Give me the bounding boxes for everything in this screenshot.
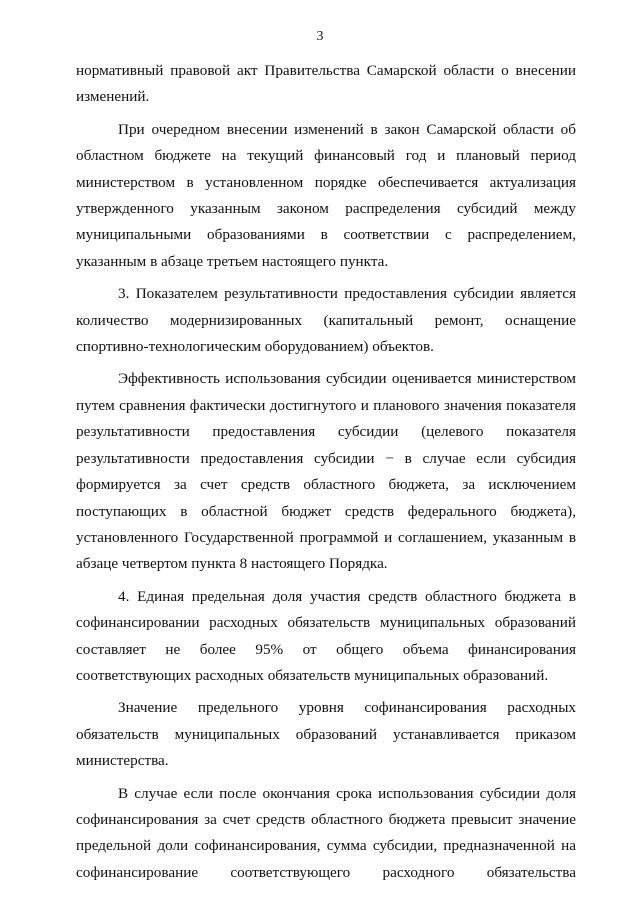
page-number: 3 bbox=[316, 29, 324, 44]
text-line: путем сравнения фактически достигнутого и планового значения показателя bbox=[76, 396, 576, 414]
text-line: обязательств муниципальных образований устанавливается приказом bbox=[76, 725, 576, 743]
text-line: При очередном внесении изменений в закон Самарской области об bbox=[118, 120, 576, 138]
text-line: софинансирования за счет средств областного бюджета превысит значение bbox=[76, 810, 576, 828]
paragraph bbox=[76, 366, 576, 577]
document-body bbox=[76, 58, 576, 886]
text-line: утвержденного указанным законом распределения субсидий между bbox=[76, 200, 576, 218]
text-line: нормативный правовой акт Правительства Самарской области о внесении bbox=[76, 62, 576, 79]
text-line: софинансировании расходных обязательств муниципальных образований bbox=[76, 614, 576, 632]
paragraph bbox=[76, 781, 576, 887]
paragraph bbox=[76, 281, 576, 360]
text-line: 3. Показателем результативности предоставления субсидии является bbox=[118, 285, 576, 303]
text-line: указанным в абзаце третьем настоящего пункта. bbox=[76, 252, 389, 270]
text-line: Значение предельного уровня софинансирования расходных bbox=[118, 699, 576, 717]
text-line: Эффективность использования субсидии оценивается министерством bbox=[118, 370, 576, 388]
paragraph bbox=[76, 117, 576, 275]
text-line: В случае если после окончания срока использования субсидии доля bbox=[118, 784, 576, 802]
text-line: результативности предоставления субсидии (целевого показателя bbox=[76, 423, 576, 441]
text-line: спортивно-технологическим оборудованием) объектов. bbox=[76, 338, 434, 356]
text-line: поступающих в областной бюджет средств федерального бюджета), bbox=[76, 502, 576, 520]
text-line: абзаце четвертом пункта 8 настоящего Порядка. bbox=[76, 555, 388, 573]
text-line: формируется за счет средств областного бюджета, за исключением bbox=[76, 476, 576, 494]
text-line: министерства. bbox=[76, 752, 169, 770]
text-line: муниципальными образованиями в соответствии с распределением, bbox=[76, 226, 576, 244]
paragraph bbox=[76, 58, 576, 111]
text-line: софинансирование соответствующего расходного обязательства bbox=[76, 863, 576, 881]
text-line: результативности предоставления субсидии − в случае если субсидия bbox=[76, 449, 576, 467]
text-line: изменений. bbox=[76, 88, 150, 106]
text-line: областном бюджете на текущий финансовый год и плановый период bbox=[76, 147, 576, 165]
paragraph bbox=[76, 584, 576, 690]
text-line: количество модернизированных (капитальный ремонт, оснащение bbox=[76, 311, 576, 329]
text-line: министерством в установленном порядке обеспечивается актуализация bbox=[76, 173, 576, 191]
text-line: предельной доли софинансирования, сумма субсидии, предназначенной на bbox=[76, 837, 576, 855]
text-line: 4. Единая предельная доля участия средств областного бюджета в bbox=[118, 587, 576, 605]
text-line: установленного Государственной программой и соглашением, указанным в bbox=[76, 528, 576, 546]
text-line: составляет не более 95% от общего объема финансирования bbox=[76, 640, 576, 658]
text-line: соответствующих расходных обязательств муниципальных образований. bbox=[76, 666, 549, 684]
paragraph bbox=[76, 695, 576, 774]
